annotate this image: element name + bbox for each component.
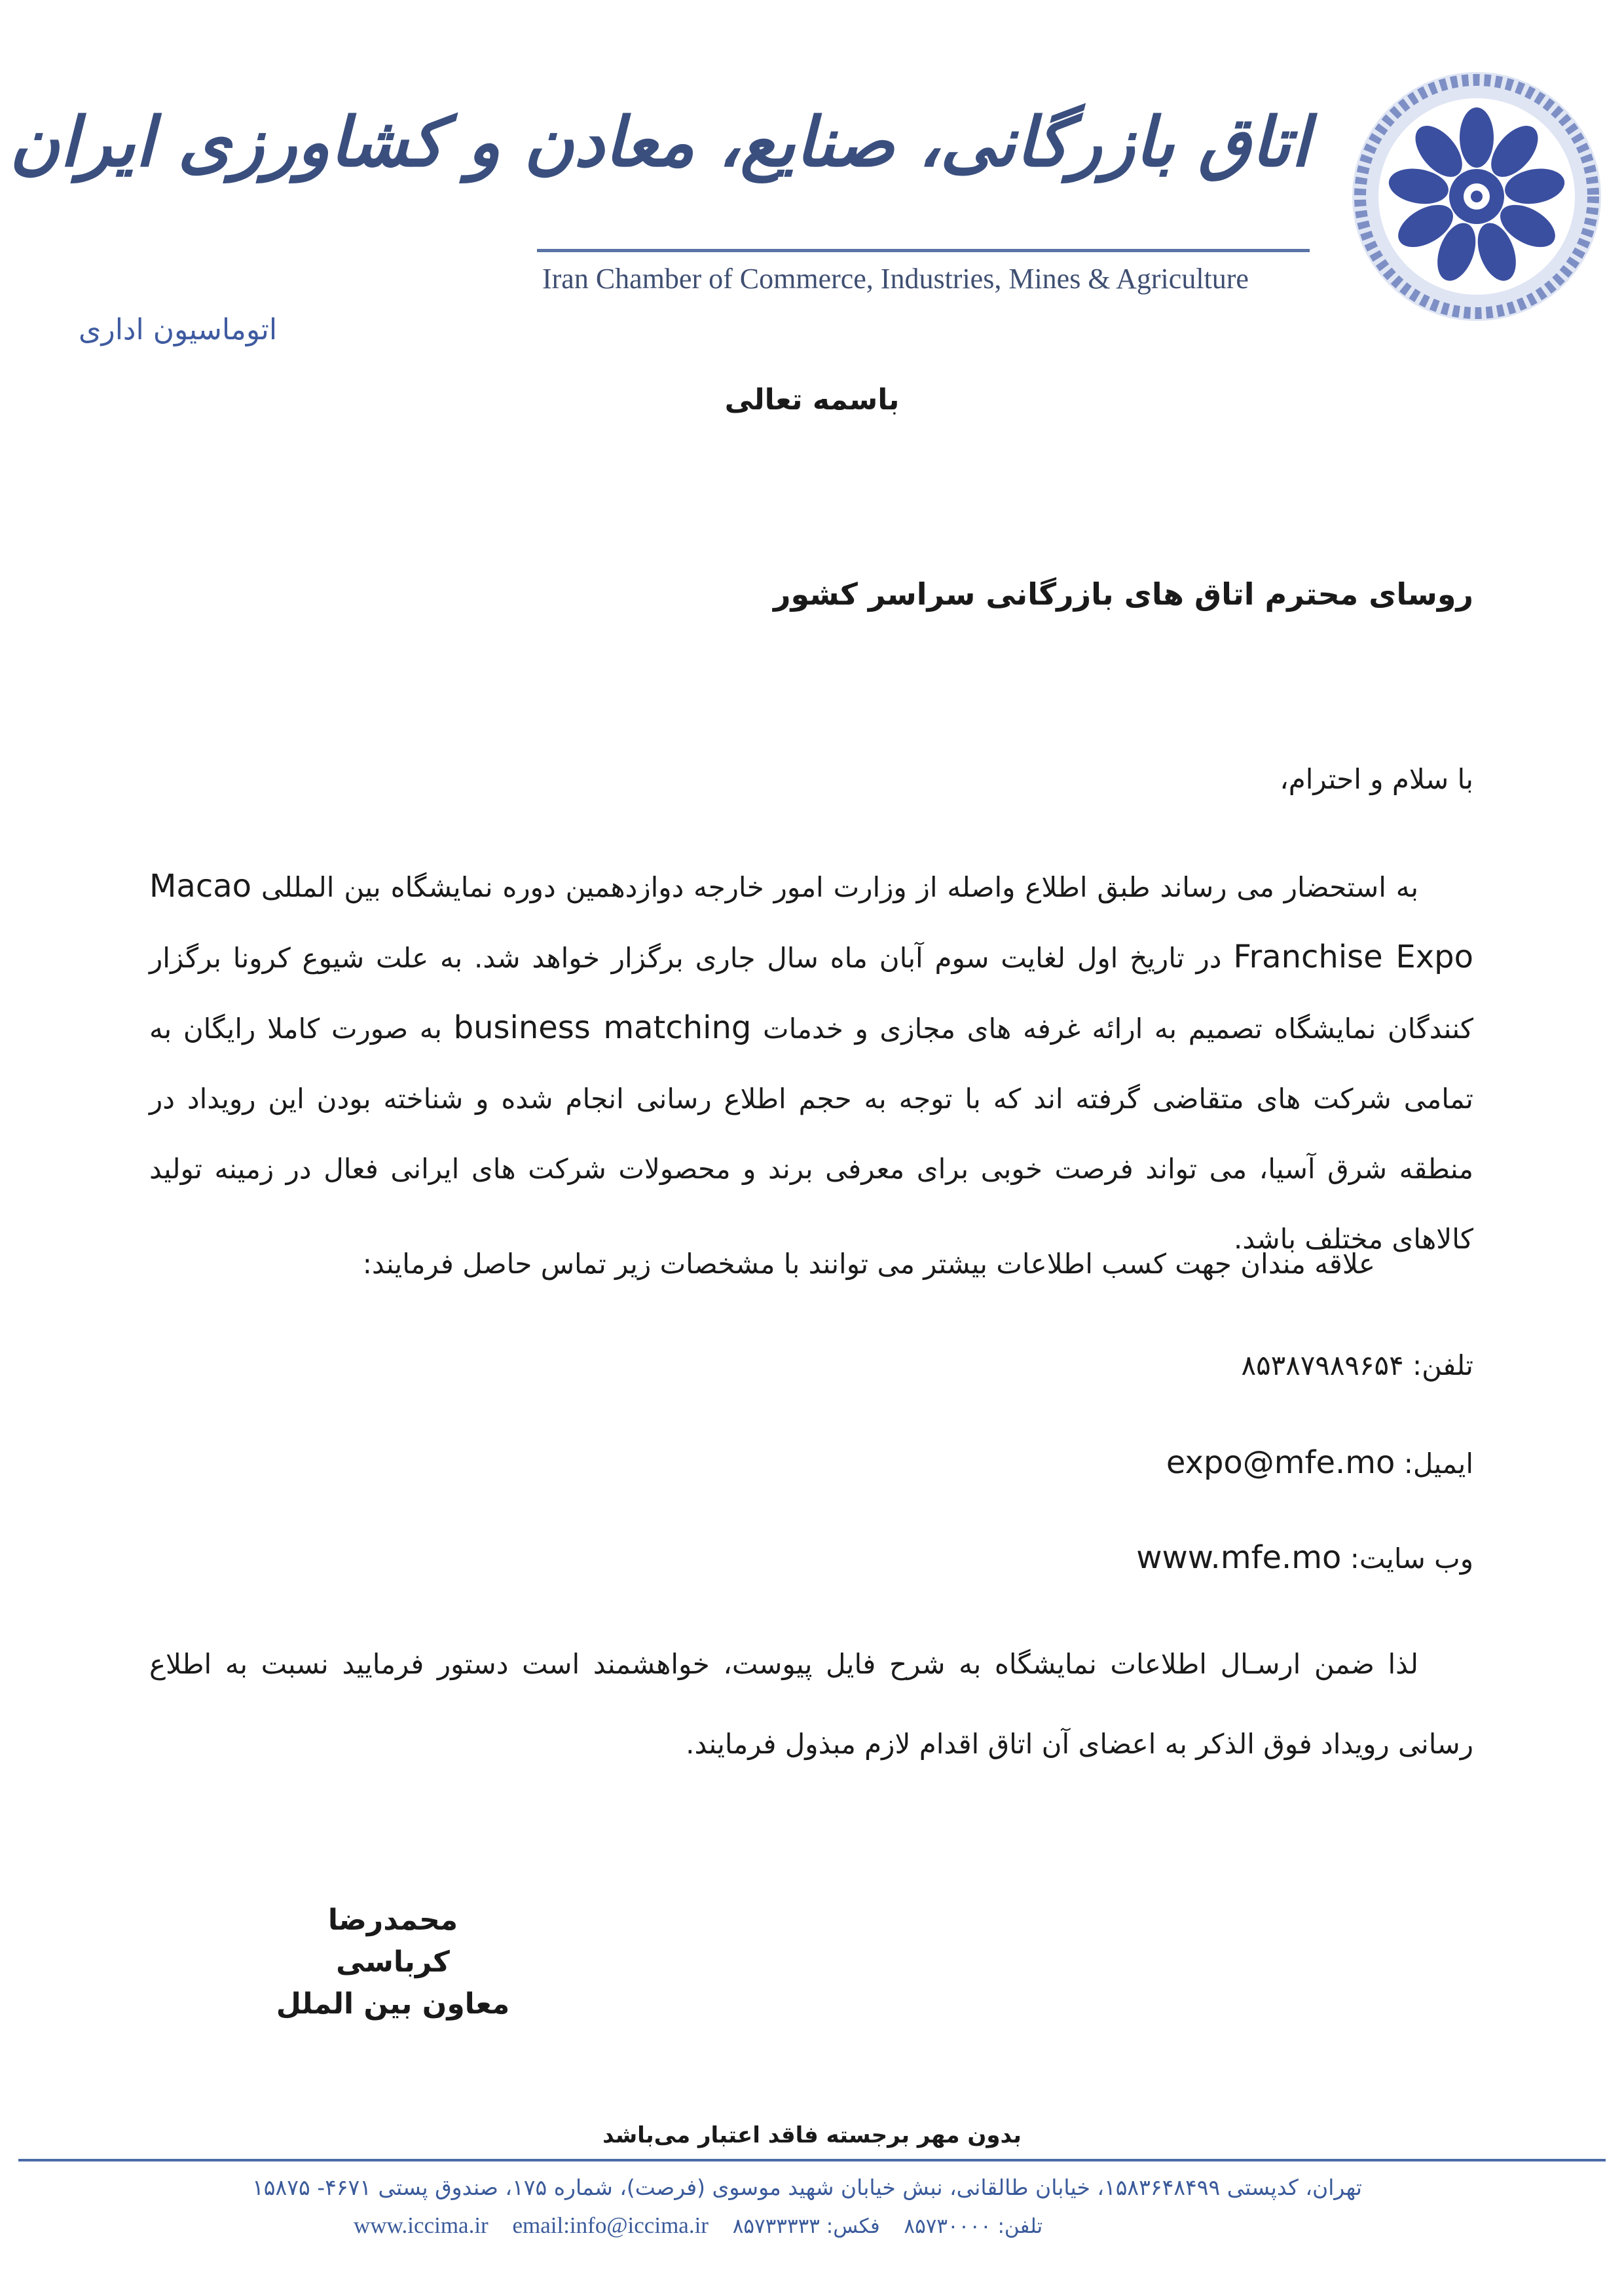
- office-automation-label: اتوماسیون اداری: [79, 313, 278, 346]
- footer-divider: [18, 2159, 1606, 2161]
- service-name: business matching: [453, 1009, 752, 1046]
- addressee: روسای محترم اتاق های بازرگانی سراسر کشور: [773, 576, 1473, 612]
- phone-label: تلفن:: [1412, 1349, 1473, 1381]
- brand-name-fa: اتاق بازرگانی، صنایع، معادن و کشاورزی ایران: [9, 102, 1310, 182]
- footer-email: email:info@iccima.ir: [512, 2213, 709, 2238]
- footer-phone: تلفن: ۸۵۷۳۰۰۰۰: [904, 2215, 1043, 2238]
- seal-validity-notice: بدون مهر برجسته فاقد اعتبار می‌باشد: [602, 2122, 1022, 2148]
- signatory-name: محمدرضا کرباسی: [327, 1903, 458, 1979]
- website-value: www.mfe.mo: [1136, 1539, 1342, 1576]
- website-label: وب سایت:: [1350, 1543, 1473, 1575]
- expo-name: Macao Franchise Expo: [149, 868, 1473, 975]
- closing-paragraph: [149, 1624, 1473, 1784]
- email-label: ایمیل:: [1403, 1448, 1473, 1480]
- email-value: expo@mfe.mo: [1166, 1444, 1395, 1481]
- signatory-title: معاون بین الملل: [276, 1987, 510, 2021]
- letter-body-paragraph: [149, 851, 1473, 1274]
- body-text-part1: به استحضار می رساند طبق اطلاع واصله از وزارت امور خارجه دوازدهمین دوره نمایشگاه بین المللی: [261, 871, 1419, 903]
- brand-name-en: Iran Chamber of Commerce, Industries, Mines & Agriculture: [542, 263, 1249, 295]
- footer-fax: فکس: ۸۵۷۳۳۳۳۳: [732, 2215, 880, 2238]
- footer-address: تهران، کدپستی ۱۵۸۳۶۴۸۴۹۹، خیابان طالقانی، نبش خیابان شهید موسوی (فرصت)، شماره ۱۷۵، صندوق پستی ۴۶۷۱- ۱۵۸۷۵: [252, 2175, 1362, 2200]
- letter-body-paragraph-2: علاقه مندان جهت کسب اطلاعات بیشتر می توانند با مشخصات زیر تماس حاصل فرمایند:: [362, 1248, 1375, 1280]
- header-divider: [537, 249, 1310, 252]
- invocation-heading: باسمه تعالی: [724, 383, 900, 417]
- email-line: [1166, 1444, 1473, 1481]
- website-line: [1136, 1539, 1473, 1576]
- greeting: با سلام و احترام،: [1280, 763, 1473, 795]
- chamber-emblem-icon: [1346, 65, 1608, 327]
- footer-website: www.iccima.ir: [354, 2213, 489, 2238]
- phone-value: ۸۵۳۸۷۹۸۹۶۵۴: [1241, 1349, 1404, 1381]
- phone-line: [1242, 1349, 1473, 1381]
- emblem-graphic: [1346, 65, 1608, 327]
- footer-contact-line: [354, 2213, 1061, 2239]
- body-text-part3: به صورت کاملا رایگان به تمامی شرکت های متقاضی گرفته اند که با توجه به حجم اطلاع رسانی انجام شده و شناخته بودن این رویداد در منطقه شرق آسیا، می تواند فرصت خوبی برای معرفی برند و محصولات شرکت های ایرانی فعال در زمینه تولید کالاهای مختلف باشد.: [149, 1013, 1473, 1255]
- body-text-part2: در تاریخ اول لغایت سوم آبان ماه سال جاری برگزار خواهد شد. به علت شیوع کرونا برگزار کنندگان نمایشگاه تصمیم به ارائه غرفه های مجازی و خدمات: [149, 942, 1473, 1045]
- closing-text: لذا ضمن ارسـال اطلاعات نمایشگاه به شرح فایل پیوست، خواهشمند است دستور فرمایید نسبت به اطلاع رسانی رویداد فوق الذکر به اعضای آن اتاق اقدام لازم مبذول فرمایند.: [149, 1648, 1473, 1760]
- signature-block: [275, 1899, 511, 2025]
